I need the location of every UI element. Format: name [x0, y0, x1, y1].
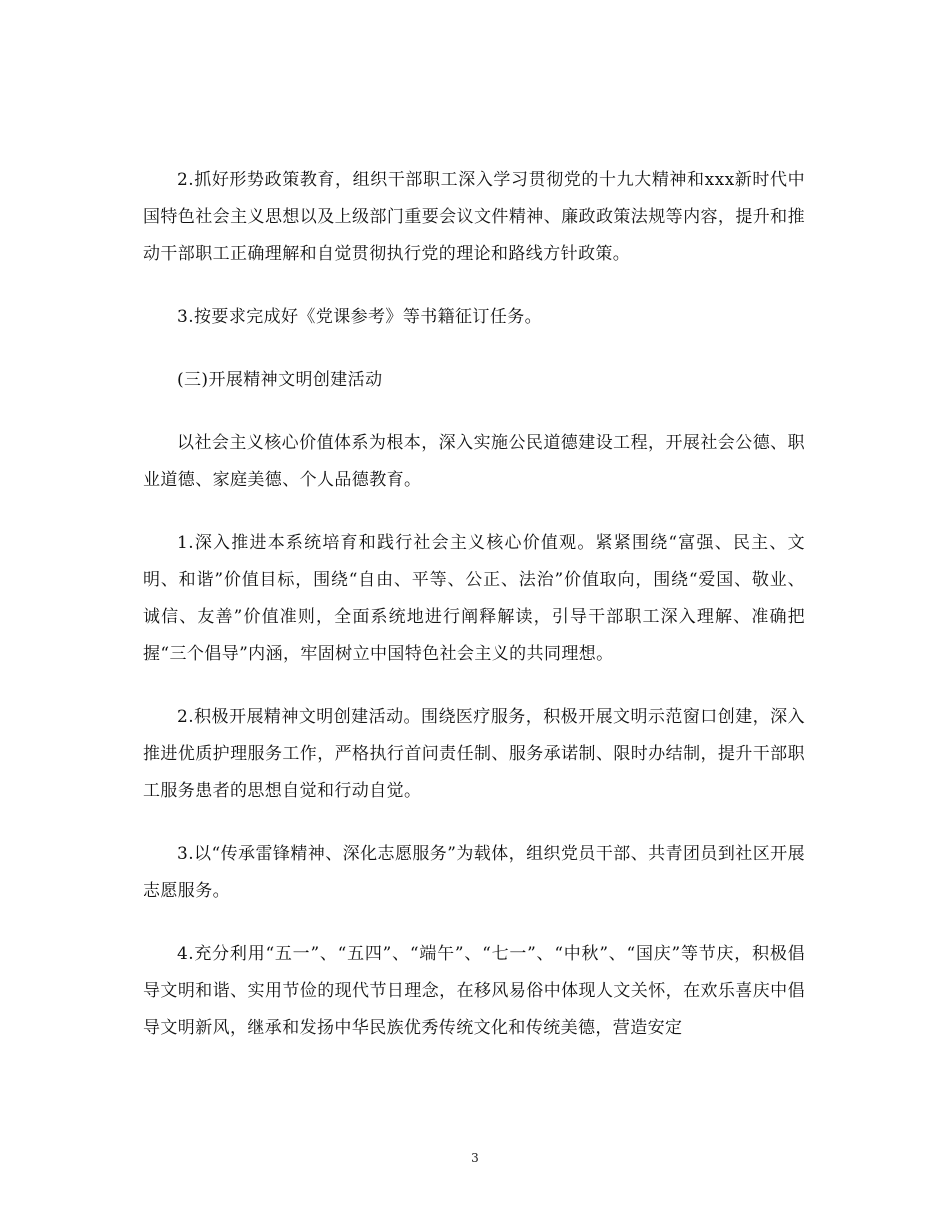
document-body	[143, 162, 805, 1047]
section-heading-civilization: (三)开展精神文明创建活动	[177, 370, 383, 390]
paragraph-book-subscription: 3.按要求完成好《党课参考》等书籍征订任务。	[177, 307, 543, 327]
paragraph-policy-education: 2.抓好形势政策教育，组织干部职工深入学习贯彻党的十九大精神和xxx新时代中国特色社会主义思想以及上级部门重要会议文件精神、廉政政策法规等内容，提升和推动干部职工正确理解和自觉贯彻执行党的理论和路线方针政策。	[143, 170, 805, 264]
paragraph-moral-education: 以社会主义核心价值体系为根本，深入实施公民道德建设工程，开展社会公德、职业道德、家庭美德、个人品德教育。	[143, 433, 805, 490]
paragraph-core-values: 1.深入推进本系统培育和践行社会主义核心价值观。紧紧围绕“富强、民主、文明、和谐”价值目标，围绕“自由、平等、公正、法治”价值取向，围绕“爱国、敬业、诚信、友善”价值准则，全面系统地进行阐释解读，引导干部职工深入理解、准确把握“三个倡导”内涵，牢固树立中国特色社会主义的共同理想。	[143, 533, 805, 664]
paragraph-festivals: 4.充分利用“五一”、“五四”、“端午”、“七一”、“中秋”、“国庆”等节庆，积极倡导文明和谐、实用节俭的现代节日理念，在移风易俗中体现人文关怀，在欢乐喜庆中倡导文明新风，继承和发扬中华民族优秀传统文化和传统美德，营造安定	[143, 944, 805, 1038]
paragraph-civilization-activities: 2.积极开展精神文明创建活动。围绕医疗服务，积极开展文明示范窗口创建，深入推进优质护理服务工作，严格执行首问责任制、服务承诺制、限时办结制，提升干部职工服务患者的思想自觉和行动自觉。	[143, 707, 805, 801]
paragraph-volunteer-service: 3.以“传承雷锋精神、深化志愿服务”为载体，组织党员干部、共青团员到社区开展志愿服务。	[143, 844, 805, 901]
page-number: 3	[471, 1151, 479, 1165]
